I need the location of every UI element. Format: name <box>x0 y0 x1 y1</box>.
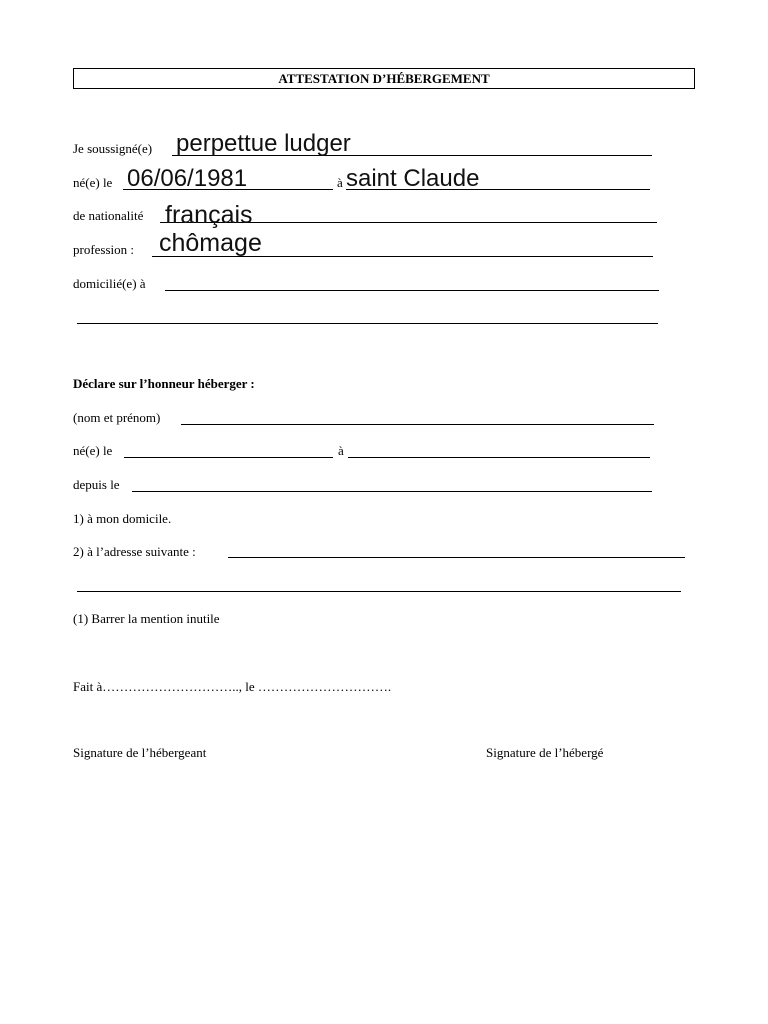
guest-birth-date-field-line[interactable] <box>124 457 333 458</box>
document-title: ATTESTATION D’HÉBERGEMENT <box>73 68 695 89</box>
host-profession-value: chômage <box>159 229 262 257</box>
option-my-home: 1) à mon domicile. <box>73 511 172 526</box>
address-field-line-2[interactable] <box>77 591 681 592</box>
host-birth-place-value: saint Claude <box>346 165 480 192</box>
label-born-host: né(e) le <box>73 175 113 190</box>
label-domicile: domicilié(e) à <box>73 276 146 291</box>
made-at-line: Fait à………………………….., le …………………………. <box>73 679 392 694</box>
domicile-field-line-2[interactable] <box>77 323 658 324</box>
guest-name-field-line[interactable] <box>181 424 654 425</box>
since-field-line[interactable] <box>132 491 652 492</box>
label-profession: profession : <box>73 242 135 257</box>
signature-host-label: Signature de l’hébergeant <box>73 745 207 760</box>
label-nationality: de nationalité <box>73 208 144 223</box>
host-birth-date-value: 06/06/1981 <box>127 165 248 192</box>
label-born-guest: né(e) le <box>73 443 113 458</box>
host-name-value: perpettue ludger <box>176 130 351 157</box>
label-at-guest: à <box>338 443 344 458</box>
signature-guest-label: Signature de l’hébergé <box>486 745 604 760</box>
option-following-address: 2) à l’adresse suivante : <box>73 544 196 559</box>
label-since: depuis le <box>73 477 120 492</box>
label-at-host: à <box>337 175 343 190</box>
label-guest-name: (nom et prénom) <box>73 410 161 425</box>
footnote: (1) Barrer la mention inutile <box>73 611 220 626</box>
domicile-field-line[interactable] <box>165 290 659 291</box>
host-nationality-value: français <box>165 201 253 229</box>
guest-birth-place-field-line[interactable] <box>348 457 650 458</box>
label-undersigned: Je soussigné(e) <box>73 141 153 156</box>
declaration-heading: Déclare sur l’honneur héberger : <box>73 376 255 391</box>
address-field-line[interactable] <box>228 557 685 558</box>
